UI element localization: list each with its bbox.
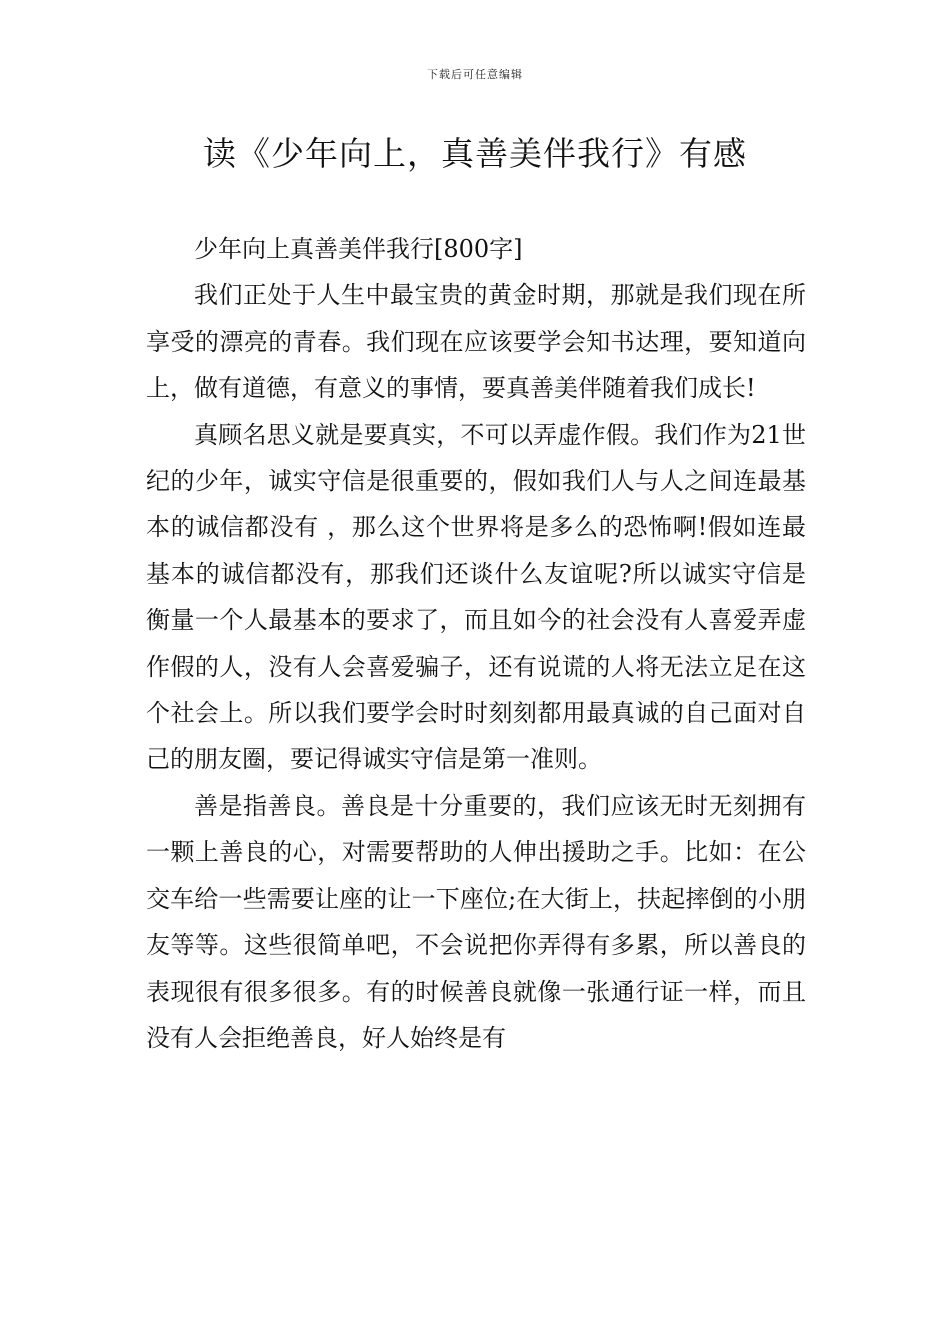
paragraph-subtitle: 少年向上真善美伴我行[800字] (194, 235, 523, 263)
paragraph: 我们正处于人生中最宝贵的黄金时期，那就是我们现在所享受的漂亮的青春。我们现在应该要学会知书达理，要知道向上，做有道德，有意义的事情，要真善美伴随着我们成长! (146, 281, 806, 403)
paragraph: 善是指善良。善良是十分重要的，我们应该无时无刻拥有一颗上善良的心，对需要帮助的人伸出援助之手。比如：在公交车给一些需要让座的让一下座位;在大街上，扶起摔倒的小朋友等等。这些很简单吧，不会说把你弄得有多累，所以善良的表现很有很多很多。有的时候善良就像一张通行证一样，而且没有人会拒绝善良，好人始终是有 (146, 791, 806, 1052)
document-body (146, 226, 806, 1061)
header-note: 下载后可任意编辑 (427, 68, 523, 81)
paragraph: 真顾名思义就是要真实，不可以弄虚作假。我们作为21世纪的少年，诚实守信是很重要的，假如我们人与人之间连最基本的诚信都没有 ，那么这个世界将是多么的恐怖啊!假如连最基本的诚信都没有，那我们还谈什么友谊呢?所以诚实守信是衡量一个人最基本的要求了，而且如今的社会没有人喜爱弄虚作假的人，没有人会喜爱骗子，还有说谎的人将无法立足在这个社会上。所以我们要学会时时刻刻都用最真诚的自己面对自己的朋友圈，要记得诚实守信是第一准则。 (146, 420, 806, 774)
document-title: 读《少年向上，真善美伴我行》有感 (203, 134, 747, 173)
